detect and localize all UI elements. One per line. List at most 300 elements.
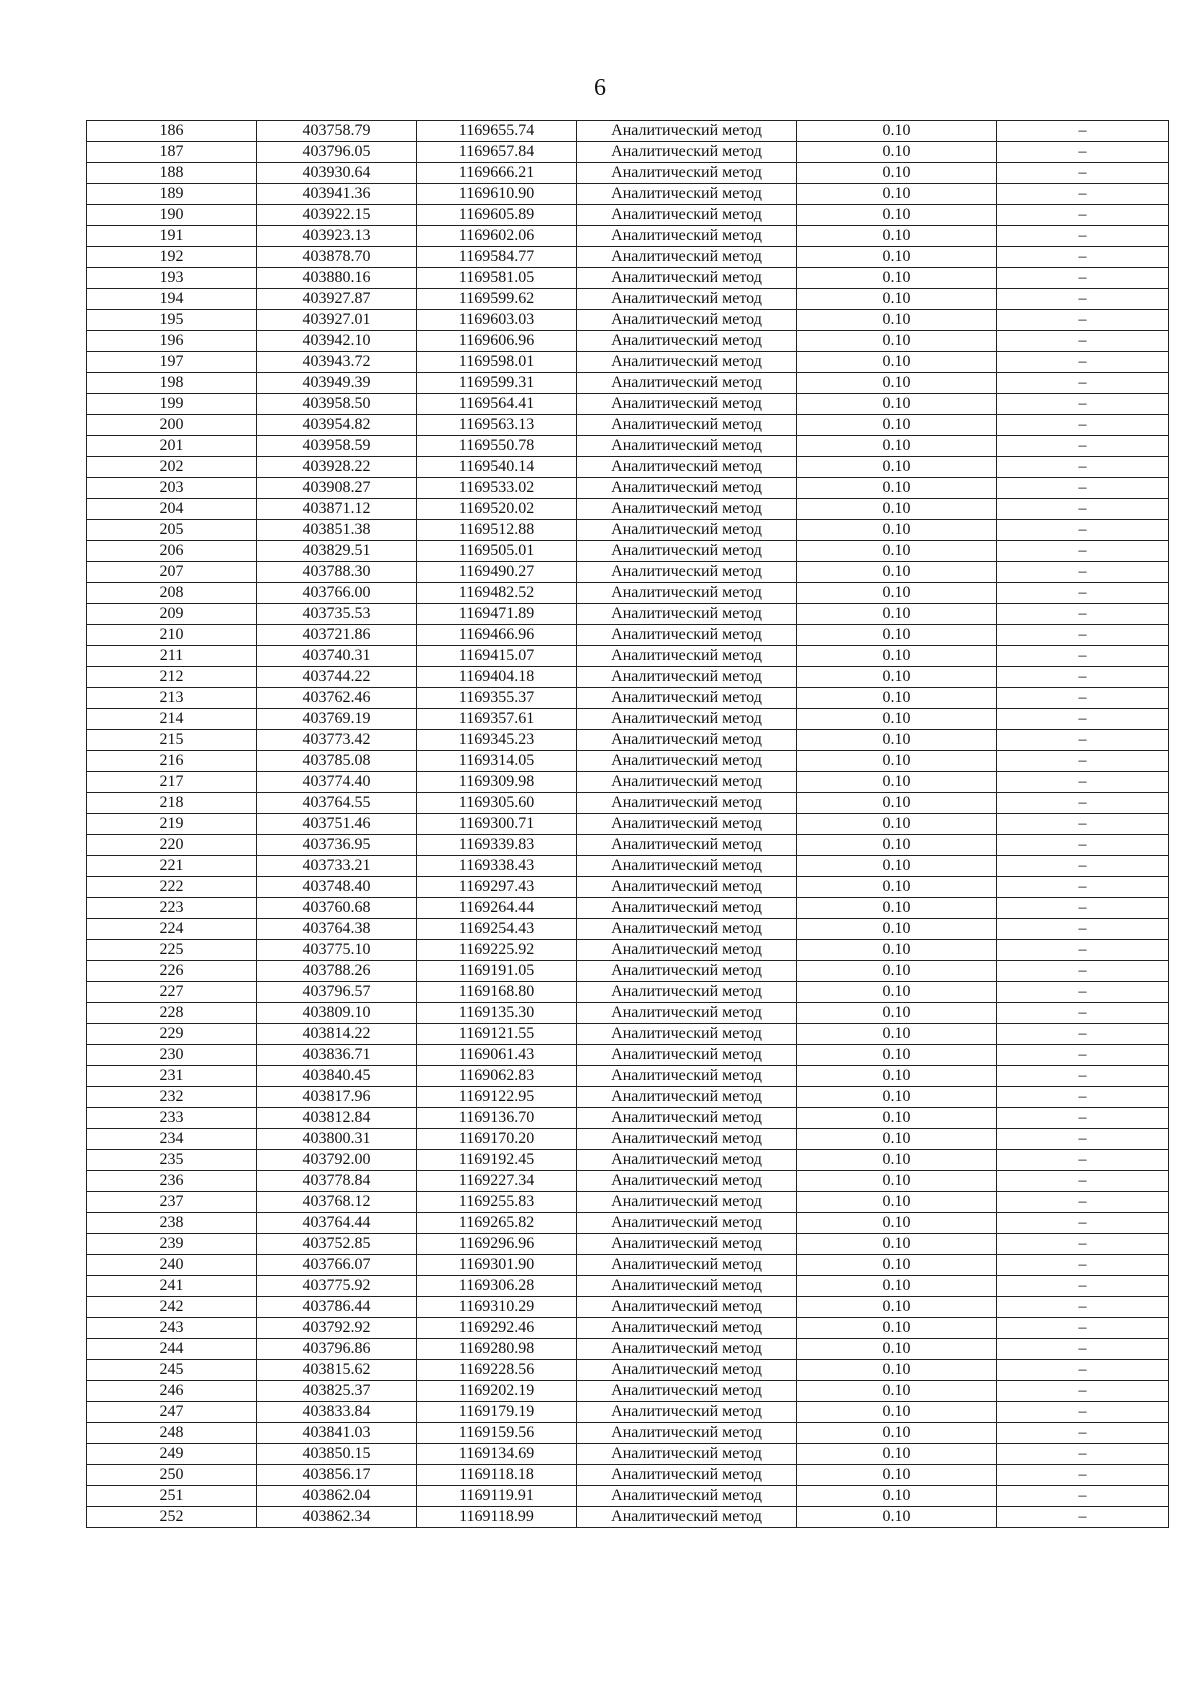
point-number-cell: 220 [87,835,257,856]
accuracy-cell: 0.10 [797,1507,997,1528]
method-cell: Аналитический метод [577,751,797,772]
description-cell: – [997,583,1169,604]
point-number-cell: 199 [87,394,257,415]
y-coordinate-cell: 1169602.06 [417,226,577,247]
accuracy-cell: 0.10 [797,898,997,919]
description-cell: – [997,898,1169,919]
y-coordinate-cell: 1169292.46 [417,1318,577,1339]
method-cell: Аналитический метод [577,226,797,247]
table-row [87,1507,1169,1528]
method-cell: Аналитический метод [577,814,797,835]
description-cell: – [997,961,1169,982]
y-coordinate-cell: 1169179.19 [417,1402,577,1423]
y-coordinate-cell: 1169265.82 [417,1213,577,1234]
y-coordinate-cell: 1169301.90 [417,1255,577,1276]
method-cell: Аналитический метод [577,1066,797,1087]
method-cell: Аналитический метод [577,121,797,142]
y-coordinate-cell: 1169122.95 [417,1087,577,1108]
description-cell: – [997,1507,1169,1528]
method-cell: Аналитический метод [577,1297,797,1318]
x-coordinate-cell: 403922.15 [257,205,417,226]
method-cell: Аналитический метод [577,835,797,856]
y-coordinate-cell: 1169118.99 [417,1507,577,1528]
method-cell: Аналитический метод [577,1444,797,1465]
description-cell: – [997,1297,1169,1318]
accuracy-cell: 0.10 [797,646,997,667]
description-cell: – [997,709,1169,730]
method-cell: Аналитический метод [577,1129,797,1150]
point-number-cell: 207 [87,562,257,583]
point-number-cell: 214 [87,709,257,730]
point-number-cell: 243 [87,1318,257,1339]
table-row [87,1213,1169,1234]
table-row [87,268,1169,289]
accuracy-cell: 0.10 [797,793,997,814]
x-coordinate-cell: 403836.71 [257,1045,417,1066]
accuracy-cell: 0.10 [797,247,997,268]
table-row [87,1192,1169,1213]
point-number-cell: 223 [87,898,257,919]
x-coordinate-cell: 403764.55 [257,793,417,814]
method-cell: Аналитический метод [577,1087,797,1108]
description-cell: – [997,1255,1169,1276]
description-cell: – [997,541,1169,562]
x-coordinate-cell: 403954.82 [257,415,417,436]
accuracy-cell: 0.10 [797,709,997,730]
method-cell: Аналитический метод [577,436,797,457]
y-coordinate-cell: 1169305.60 [417,793,577,814]
table-row [87,1444,1169,1465]
description-cell: – [997,793,1169,814]
accuracy-cell: 0.10 [797,1465,997,1486]
accuracy-cell: 0.10 [797,184,997,205]
x-coordinate-cell: 403878.70 [257,247,417,268]
point-number-cell: 194 [87,289,257,310]
point-number-cell: 234 [87,1129,257,1150]
method-cell: Аналитический метод [577,1318,797,1339]
x-coordinate-cell: 403923.13 [257,226,417,247]
method-cell: Аналитический метод [577,940,797,961]
x-coordinate-cell: 403775.10 [257,940,417,961]
point-number-cell: 187 [87,142,257,163]
accuracy-cell: 0.10 [797,772,997,793]
y-coordinate-cell: 1169606.96 [417,331,577,352]
x-coordinate-cell: 403871.12 [257,499,417,520]
accuracy-cell: 0.10 [797,1171,997,1192]
table-row [87,835,1169,856]
method-cell: Аналитический метод [577,1507,797,1528]
point-number-cell: 226 [87,961,257,982]
method-cell: Аналитический метод [577,1045,797,1066]
point-number-cell: 216 [87,751,257,772]
point-number-cell: 204 [87,499,257,520]
table-row [87,1234,1169,1255]
point-number-cell: 202 [87,457,257,478]
description-cell: – [997,1486,1169,1507]
accuracy-cell: 0.10 [797,1423,997,1444]
y-coordinate-cell: 1169339.83 [417,835,577,856]
y-coordinate-cell: 1169599.62 [417,289,577,310]
x-coordinate-cell: 403840.45 [257,1066,417,1087]
table-row [87,646,1169,667]
y-coordinate-cell: 1169599.31 [417,373,577,394]
accuracy-cell: 0.10 [797,877,997,898]
point-number-cell: 246 [87,1381,257,1402]
point-number-cell: 227 [87,982,257,1003]
method-cell: Аналитический метод [577,1465,797,1486]
description-cell: – [997,982,1169,1003]
x-coordinate-cell: 403721.86 [257,625,417,646]
point-number-cell: 229 [87,1024,257,1045]
y-coordinate-cell: 1169355.37 [417,688,577,709]
point-number-cell: 225 [87,940,257,961]
method-cell: Аналитический метод [577,562,797,583]
x-coordinate-cell: 403928.22 [257,457,417,478]
method-cell: Аналитический метод [577,1213,797,1234]
table-row [87,205,1169,226]
method-cell: Аналитический метод [577,1255,797,1276]
x-coordinate-cell: 403758.79 [257,121,417,142]
point-number-cell: 233 [87,1108,257,1129]
accuracy-cell: 0.10 [797,142,997,163]
y-coordinate-cell: 1169482.52 [417,583,577,604]
point-number-cell: 189 [87,184,257,205]
y-coordinate-cell: 1169121.55 [417,1024,577,1045]
x-coordinate-cell: 403796.05 [257,142,417,163]
y-coordinate-cell: 1169310.29 [417,1297,577,1318]
point-number-cell: 198 [87,373,257,394]
description-cell: – [997,772,1169,793]
x-coordinate-cell: 403856.17 [257,1465,417,1486]
accuracy-cell: 0.10 [797,1255,997,1276]
x-coordinate-cell: 403958.59 [257,436,417,457]
accuracy-cell: 0.10 [797,415,997,436]
point-number-cell: 240 [87,1255,257,1276]
table-row [87,1066,1169,1087]
y-coordinate-cell: 1169584.77 [417,247,577,268]
accuracy-cell: 0.10 [797,730,997,751]
table-row [87,793,1169,814]
table-row [87,436,1169,457]
table-row [87,352,1169,373]
table-row [87,625,1169,646]
table-row [87,562,1169,583]
method-cell: Аналитический метод [577,982,797,1003]
table-row [87,730,1169,751]
y-coordinate-cell: 1169338.43 [417,856,577,877]
y-coordinate-cell: 1169533.02 [417,478,577,499]
description-cell: – [997,142,1169,163]
y-coordinate-cell: 1169062.83 [417,1066,577,1087]
method-cell: Аналитический метод [577,1108,797,1129]
y-coordinate-cell: 1169227.34 [417,1171,577,1192]
accuracy-cell: 0.10 [797,373,997,394]
x-coordinate-cell: 403760.68 [257,898,417,919]
description-cell: – [997,877,1169,898]
description-cell: – [997,1423,1169,1444]
method-cell: Аналитический метод [577,289,797,310]
table-row [87,1150,1169,1171]
accuracy-cell: 0.10 [797,1003,997,1024]
table-row [87,541,1169,562]
table-row [87,1255,1169,1276]
y-coordinate-cell: 1169657.84 [417,142,577,163]
y-coordinate-cell: 1169610.90 [417,184,577,205]
method-cell: Аналитический метод [577,688,797,709]
x-coordinate-cell: 403829.51 [257,541,417,562]
accuracy-cell: 0.10 [797,940,997,961]
description-cell: – [997,1339,1169,1360]
x-coordinate-cell: 403740.31 [257,646,417,667]
description-cell: – [997,394,1169,415]
table-row [87,688,1169,709]
accuracy-cell: 0.10 [797,919,997,940]
accuracy-cell: 0.10 [797,331,997,352]
point-number-cell: 231 [87,1066,257,1087]
x-coordinate-cell: 403744.22 [257,667,417,688]
accuracy-cell: 0.10 [797,1192,997,1213]
x-coordinate-cell: 403766.00 [257,583,417,604]
table-row [87,310,1169,331]
x-coordinate-cell: 403774.40 [257,772,417,793]
point-number-cell: 209 [87,604,257,625]
description-cell: – [997,1171,1169,1192]
method-cell: Аналитический метод [577,331,797,352]
y-coordinate-cell: 1169168.80 [417,982,577,1003]
table-row [87,457,1169,478]
y-coordinate-cell: 1169550.78 [417,436,577,457]
method-cell: Аналитический метод [577,898,797,919]
table-row [87,499,1169,520]
accuracy-cell: 0.10 [797,457,997,478]
accuracy-cell: 0.10 [797,1402,997,1423]
method-cell: Аналитический метод [577,1276,797,1297]
description-cell: – [997,163,1169,184]
y-coordinate-cell: 1169581.05 [417,268,577,289]
point-number-cell: 193 [87,268,257,289]
y-coordinate-cell: 1169228.56 [417,1360,577,1381]
table-row [87,373,1169,394]
method-cell: Аналитический метод [577,415,797,436]
method-cell: Аналитический метод [577,373,797,394]
description-cell: – [997,247,1169,268]
description-cell: – [997,478,1169,499]
description-cell: – [997,205,1169,226]
method-cell: Аналитический метод [577,1402,797,1423]
accuracy-cell: 0.10 [797,1066,997,1087]
description-cell: – [997,604,1169,625]
method-cell: Аналитический метод [577,1339,797,1360]
description-cell: – [997,1234,1169,1255]
description-cell: – [997,1108,1169,1129]
x-coordinate-cell: 403825.37 [257,1381,417,1402]
y-coordinate-cell: 1169404.18 [417,667,577,688]
method-cell: Аналитический метод [577,163,797,184]
method-cell: Аналитический метод [577,184,797,205]
x-coordinate-cell: 403769.19 [257,709,417,730]
point-number-cell: 215 [87,730,257,751]
x-coordinate-cell: 403841.03 [257,1423,417,1444]
point-number-cell: 224 [87,919,257,940]
method-cell: Аналитический метод [577,709,797,730]
accuracy-cell: 0.10 [797,163,997,184]
point-number-cell: 200 [87,415,257,436]
y-coordinate-cell: 1169297.43 [417,877,577,898]
table-row [87,1045,1169,1066]
x-coordinate-cell: 403764.38 [257,919,417,940]
y-coordinate-cell: 1169598.01 [417,352,577,373]
accuracy-cell: 0.10 [797,961,997,982]
y-coordinate-cell: 1169159.56 [417,1423,577,1444]
point-number-cell: 203 [87,478,257,499]
point-number-cell: 188 [87,163,257,184]
accuracy-cell: 0.10 [797,1024,997,1045]
method-cell: Аналитический метод [577,919,797,940]
accuracy-cell: 0.10 [797,856,997,877]
point-number-cell: 210 [87,625,257,646]
y-coordinate-cell: 1169192.45 [417,1150,577,1171]
y-coordinate-cell: 1169471.89 [417,604,577,625]
description-cell: – [997,667,1169,688]
accuracy-cell: 0.10 [797,1234,997,1255]
table-row [87,1003,1169,1024]
description-cell: – [997,1402,1169,1423]
x-coordinate-cell: 403880.16 [257,268,417,289]
accuracy-cell: 0.10 [797,1339,997,1360]
point-number-cell: 192 [87,247,257,268]
table-row [87,667,1169,688]
accuracy-cell: 0.10 [797,436,997,457]
table-row [87,1423,1169,1444]
y-coordinate-cell: 1169296.96 [417,1234,577,1255]
accuracy-cell: 0.10 [797,268,997,289]
accuracy-cell: 0.10 [797,226,997,247]
accuracy-cell: 0.10 [797,667,997,688]
table-row [87,856,1169,877]
y-coordinate-cell: 1169306.28 [417,1276,577,1297]
x-coordinate-cell: 403814.22 [257,1024,417,1045]
y-coordinate-cell: 1169415.07 [417,646,577,667]
table-row [87,604,1169,625]
description-cell: – [997,268,1169,289]
accuracy-cell: 0.10 [797,1444,997,1465]
accuracy-cell: 0.10 [797,982,997,1003]
table-row [87,415,1169,436]
point-number-cell: 242 [87,1297,257,1318]
x-coordinate-cell: 403850.15 [257,1444,417,1465]
accuracy-cell: 0.10 [797,541,997,562]
point-number-cell: 206 [87,541,257,562]
method-cell: Аналитический метод [577,499,797,520]
x-coordinate-cell: 403752.85 [257,1234,417,1255]
y-coordinate-cell: 1169061.43 [417,1045,577,1066]
description-cell: – [997,1465,1169,1486]
point-number-cell: 205 [87,520,257,541]
description-cell: – [997,436,1169,457]
y-coordinate-cell: 1169564.41 [417,394,577,415]
description-cell: – [997,226,1169,247]
accuracy-cell: 0.10 [797,1381,997,1402]
y-coordinate-cell: 1169135.30 [417,1003,577,1024]
table-row [87,709,1169,730]
method-cell: Аналитический метод [577,1192,797,1213]
accuracy-cell: 0.10 [797,121,997,142]
accuracy-cell: 0.10 [797,562,997,583]
table-row [87,751,1169,772]
point-number-cell: 212 [87,667,257,688]
description-cell: – [997,814,1169,835]
point-number-cell: 238 [87,1213,257,1234]
description-cell: – [997,751,1169,772]
y-coordinate-cell: 1169603.03 [417,310,577,331]
method-cell: Аналитический метод [577,457,797,478]
accuracy-cell: 0.10 [797,1297,997,1318]
accuracy-cell: 0.10 [797,352,997,373]
table-row [87,184,1169,205]
description-cell: – [997,1381,1169,1402]
point-number-cell: 245 [87,1360,257,1381]
accuracy-cell: 0.10 [797,814,997,835]
accuracy-cell: 0.10 [797,394,997,415]
x-coordinate-cell: 403958.50 [257,394,417,415]
accuracy-cell: 0.10 [797,1213,997,1234]
accuracy-cell: 0.10 [797,688,997,709]
y-coordinate-cell: 1169225.92 [417,940,577,961]
description-cell: – [997,856,1169,877]
table-row [87,394,1169,415]
y-coordinate-cell: 1169202.19 [417,1381,577,1402]
page-number: 6 [594,75,606,101]
accuracy-cell: 0.10 [797,478,997,499]
x-coordinate-cell: 403736.95 [257,835,417,856]
y-coordinate-cell: 1169119.91 [417,1486,577,1507]
method-cell: Аналитический метод [577,247,797,268]
x-coordinate-cell: 403812.84 [257,1108,417,1129]
method-cell: Аналитический метод [577,793,797,814]
point-number-cell: 195 [87,310,257,331]
table-row [87,1024,1169,1045]
table-row [87,121,1169,142]
table-row [87,877,1169,898]
method-cell: Аналитический метод [577,1171,797,1192]
point-number-cell: 230 [87,1045,257,1066]
accuracy-cell: 0.10 [797,583,997,604]
coordinates-table-body [87,121,1169,1528]
y-coordinate-cell: 1169191.05 [417,961,577,982]
accuracy-cell: 0.10 [797,289,997,310]
x-coordinate-cell: 403862.34 [257,1507,417,1528]
x-coordinate-cell: 403930.64 [257,163,417,184]
y-coordinate-cell: 1169314.05 [417,751,577,772]
table-row [87,982,1169,1003]
table-row [87,1297,1169,1318]
y-coordinate-cell: 1169170.20 [417,1129,577,1150]
x-coordinate-cell: 403949.39 [257,373,417,394]
x-coordinate-cell: 403941.36 [257,184,417,205]
y-coordinate-cell: 1169666.21 [417,163,577,184]
accuracy-cell: 0.10 [797,520,997,541]
x-coordinate-cell: 403792.92 [257,1318,417,1339]
x-coordinate-cell: 403943.72 [257,352,417,373]
x-coordinate-cell: 403942.10 [257,331,417,352]
x-coordinate-cell: 403817.96 [257,1087,417,1108]
x-coordinate-cell: 403788.26 [257,961,417,982]
table-row [87,142,1169,163]
x-coordinate-cell: 403800.31 [257,1129,417,1150]
x-coordinate-cell: 403796.57 [257,982,417,1003]
method-cell: Аналитический метод [577,1423,797,1444]
point-number-cell: 235 [87,1150,257,1171]
